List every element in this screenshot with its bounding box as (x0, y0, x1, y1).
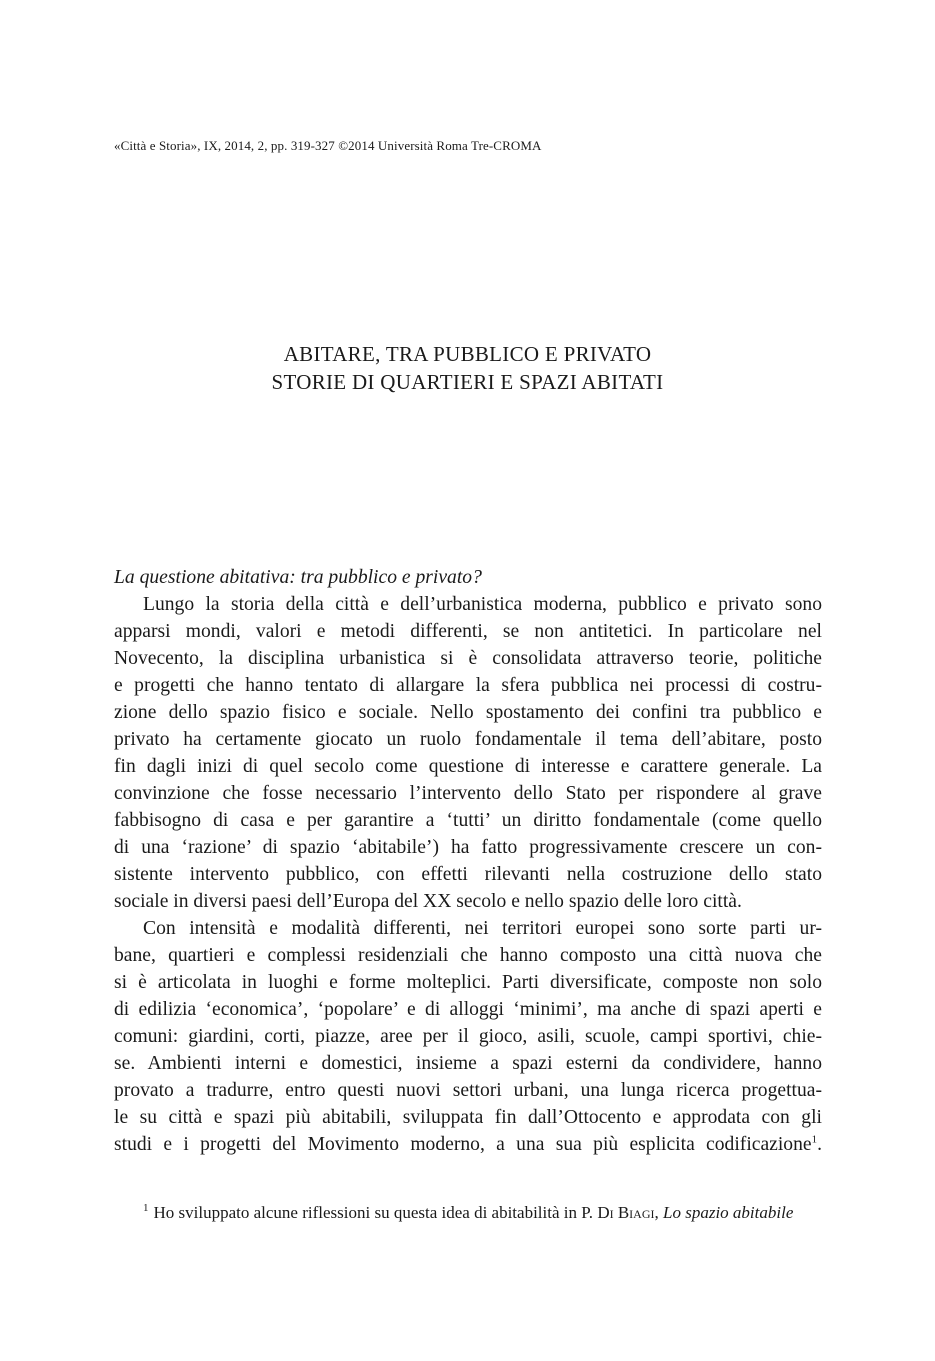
article-title (0, 340, 935, 396)
sentence-end: . (817, 1134, 822, 1155)
text-line: provato a tradurre, entro questi nuovi settori urbani, una lunga ricerca progettua- (114, 1080, 822, 1101)
footnote-mark: 1 (143, 1202, 149, 1215)
footnote (143, 1201, 793, 1225)
text-line: si è articolata in luoghi e forme molteplici. Parti diversificate, composte non solo (114, 972, 822, 993)
text-line-content: studi e i progetti del Movimento moderno, a una sua più esplicita codificazione (114, 1134, 812, 1155)
text-line: Novecento, la disciplina urbanistica si è consolidata attraverso teorie, politiche (114, 648, 822, 669)
author-surname: i Biagi (609, 1203, 655, 1222)
text-line: convinzione che fosse necessario l’intervento dello Stato per rispondere al grave (114, 783, 822, 804)
body-text (114, 564, 822, 1158)
text-line: sistente intervento pubblico, con effetti rilevanti nella costruzione dello stato (114, 864, 822, 885)
text-line: se. Ambienti interni e domestici, insieme a spazi esterni da condividere, hanno (114, 1053, 822, 1074)
title-line-2: STORIE DI QUARTIERI E SPAZI ABITATI (271, 370, 664, 394)
paragraph-1 (114, 591, 822, 915)
footnote-reference[interactable]: 1 (811, 1133, 818, 1146)
text-line: le su città e spazi più abitabili, sviluppata fin dall’Ottocento e approdata con gli (114, 1107, 822, 1128)
title-line-1: ABITARE, TRA PUBBLICO E PRIVATO (283, 342, 652, 366)
running-head: «Città e Storia», IX, 2014, 2, pp. 319-327 ©2014 Università Roma Tre-CROMA (114, 138, 542, 153)
text-line: bane, quartieri e complessi residenziali che hanno composto una città nuova che (114, 945, 822, 966)
text-line: apparsi mondi, valori e metodi differenti, se non antitetici. In particolare nel (114, 621, 822, 642)
paragraph-2 (114, 915, 822, 1158)
footnote-text: Ho sviluppato alcune riflessioni su questa idea di abitabilità in P. (153, 1203, 594, 1222)
text-line: fabbisogno di casa e per garantire a ‘tutti’ un diritto fondamentale (come quello (114, 810, 822, 831)
section-heading: La questione abitativa: tra pubblico e privato? (114, 567, 482, 588)
author-initial: D (597, 1203, 610, 1222)
text-line: e progetti che hanno tentato di allargare la sfera pubblica nei processi di costru- (114, 675, 822, 696)
text-line: comuni: giardini, corti, piazze, aree per il gioco, asili, scuole, campi sportivi, chie- (114, 1026, 822, 1047)
footnote-author (597, 1203, 654, 1222)
text-line: fin dagli inizi di quel secolo come questione di interesse e carattere generale. La (114, 756, 822, 777)
book-title: Lo spazio abitabile (663, 1203, 794, 1222)
text-line: di una ‘razione’ di spazio ‘abitabile’) ha fatto progressivamente crescere un con- (114, 837, 822, 858)
text-line: privato ha certamente giocato un ruolo fondamentale il tema dell’abitare, posto (114, 729, 822, 750)
footnote-comma: , (654, 1203, 659, 1222)
text-line (114, 1131, 822, 1158)
text-line: di edilizia ‘economica’, ‘popolare’ e di alloggi ‘minimi’, ma anche di spazi aperti e (114, 999, 822, 1020)
text-line: Con intensità e modalità differenti, nei territori europei sono sorte parti ur- (143, 918, 822, 939)
text-line: sociale in diversi paesi dell’Europa del XX secolo e nello spazio delle loro città. (114, 891, 742, 912)
text-line: Lungo la storia della città e dell’urbanistica moderna, pubblico e privato sono (143, 594, 822, 615)
text-line: zione dello spazio fisico e sociale. Nello spostamento dei confini tra pubblico e (114, 702, 822, 723)
